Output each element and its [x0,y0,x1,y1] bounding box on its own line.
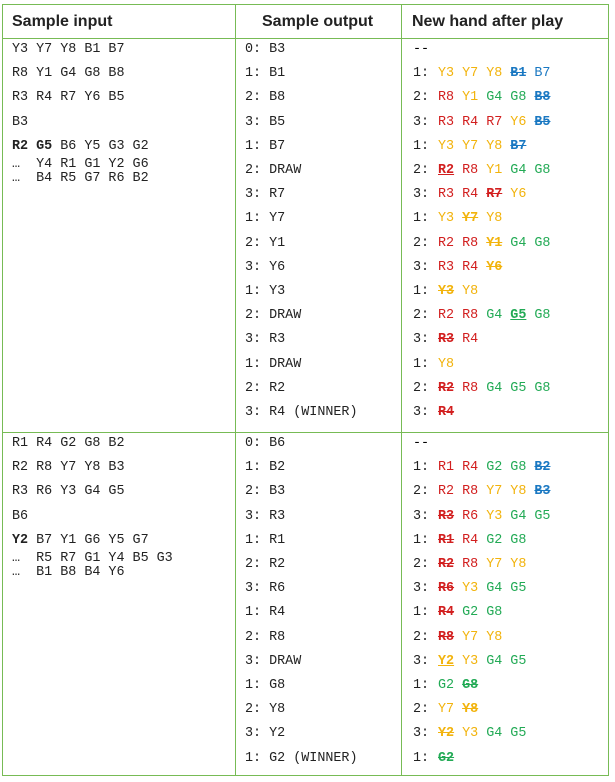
block-divider [3,432,608,433]
hand-card: R3 [438,187,455,203]
hand-card: Y8 [486,138,503,154]
header-divider [3,38,608,39]
hand-card: R4 [462,332,479,348]
hand-card: R2 [438,163,455,178]
hand-card: G4 [510,163,527,178]
empty-hand-marker: -- [413,42,430,57]
hand-card: Y8 [510,484,527,500]
hand-card: G2 [438,750,455,766]
hand-card: R8 [462,235,479,251]
hand-card: G5 [534,508,551,524]
empty-hand-marker: -- [413,436,430,451]
hand-card: G8 [534,235,551,251]
output-line: 2: B8 [245,90,286,106]
input-line: B3 [12,114,29,130]
hand-player-label: 1: [413,750,430,766]
input-line: R1 R4 G2 G8 B2 [12,436,125,451]
hand-card: R3 [438,114,455,130]
hand-card: R3 [438,508,455,524]
hand-card: G8 [534,380,551,396]
hand-card: R4 [462,460,479,476]
hand-card: Y8 [462,284,479,299]
sample-table [2,4,609,776]
header-sample-output: Sample output [262,13,374,30]
output-line: 0: B3 [245,42,286,57]
hand-card: Y7 [462,629,479,645]
hand-card: G5 [510,380,527,396]
hand-card: Y3 [438,284,455,299]
output-line: 3: DRAW [245,653,302,669]
hand-player-label: 1: [413,460,430,476]
hand-card: Y7 [462,211,479,227]
hand-player-label: 1: [413,605,430,621]
output-line: 2: R8 [245,629,286,645]
hand-card: Y3 [438,211,455,227]
hand-card: B7 [534,66,551,82]
hand-card: G5 [510,308,527,324]
hand-card: Y7 [462,66,479,82]
input-fragment: B7 Y1 G6 Y5 G7 [28,532,149,548]
output-line: 3: R4 (WINNER) [245,405,358,420]
hand-card: R8 [462,557,479,572]
output-line: 0: B6 [245,436,286,451]
hand-card: B7 [510,138,527,154]
hand-card: G2 [462,605,479,621]
hand-card: B1 [510,66,527,82]
hand-player-label: 2: [413,90,430,106]
hand-card: Y1 [486,163,503,178]
output-line: 3: R3 [245,508,286,524]
hand-card: Y8 [510,557,527,572]
hand-card: R8 [462,308,479,324]
hand-card: Y7 [486,557,503,572]
hand-card: Y1 [462,90,479,106]
output-line: 2: Y1 [245,235,286,251]
hand-player-label: 1: [413,211,430,227]
hand-card: Y8 [462,702,479,718]
output-line: 3: Y2 [245,726,286,742]
header-sample-input: Sample input [12,13,113,30]
hand-card: Y3 [462,726,479,742]
hand-player-label: 1: [413,356,430,372]
hand-player-label: 2: [413,629,430,645]
hand-card: G2 [438,678,455,693]
hand-card: B2 [534,460,551,476]
hand-card: G5 [510,581,527,597]
hand-card: R6 [438,581,455,597]
hand-card: G4 [486,90,503,106]
hand-player-label: 2: [413,235,430,251]
hand-card: R6 [462,508,479,524]
hand-card: R8 [438,90,455,106]
hand-card: R3 [438,259,455,275]
input-line: … B4 R5 G7 R6 B2 [12,170,149,186]
output-line: 1: DRAW [245,356,302,372]
column-divider-2 [401,5,402,775]
hand-player-label: 3: [413,726,430,742]
input-line [12,139,149,154]
output-line: 3: B5 [245,114,286,130]
output-line: 2: R2 [245,557,286,572]
input-fragment [28,139,36,154]
hand-card: G4 [486,380,503,396]
hand-player-label: 3: [413,581,430,597]
hand-card: R1 [438,460,455,476]
hand-card: G8 [486,605,503,621]
hand-card: Y7 [486,484,503,500]
hand-player-label: 3: [413,405,430,420]
hand-card: Y8 [486,211,503,227]
output-line: 1: Y7 [245,211,286,227]
output-line: 1: G2 (WINNER) [245,750,358,766]
input-line: Y3 Y7 Y8 B1 B7 [12,42,125,57]
hand-card: R2 [438,557,455,572]
input-line: … B1 B8 B4 Y6 [12,564,125,580]
hand-card: G4 [486,726,503,742]
output-line: 2: R2 [245,380,286,396]
hand-card: Y3 [462,653,479,669]
output-line: 3: R6 [245,581,286,597]
hand-card: G8 [534,308,551,324]
output-line: 3: Y6 [245,259,286,275]
output-line: 1: B2 [245,460,286,476]
hand-card: G5 [510,726,527,742]
hand-card: G4 [486,308,503,324]
hand-card: R4 [462,187,479,203]
output-line: 2: B3 [245,484,286,500]
hand-player-label: 2: [413,557,430,572]
hand-card: G2 [486,532,503,548]
hand-card: R8 [462,484,479,500]
hand-card: G2 [486,460,503,476]
hand-player-label: 3: [413,508,430,524]
output-line: 2: DRAW [245,308,302,324]
hand-card: R3 [438,332,455,348]
hand-player-label: 1: [413,678,430,693]
output-line: 1: Y3 [245,284,286,299]
hand-card: R4 [462,532,479,548]
input-fragment: G5 [36,138,53,154]
input-fragment: B6 Y5 G3 G2 [52,138,149,154]
hand-card: R2 [438,308,455,324]
hand-card: R4 [438,605,455,621]
hand-card: R7 [486,187,503,203]
hand-card: R8 [462,380,479,396]
input-line: … R5 R7 G1 Y4 B5 G3 [12,550,173,566]
hand-card: G5 [510,653,527,669]
header-new-hand: New hand after play [412,13,564,30]
input-line: R2 R8 Y7 Y8 B3 [12,460,125,476]
hand-card: R8 [438,629,455,645]
input-fragment: Y2 [12,532,29,548]
hand-card: G8 [510,460,527,476]
hand-card: Y3 [462,581,479,597]
hand-card: Y7 [462,138,479,154]
output-line: 1: B7 [245,138,286,154]
hand-card: R2 [438,484,455,500]
output-line: 1: G8 [245,678,286,693]
hand-card: G4 [486,653,503,669]
output-line: 2: DRAW [245,163,302,178]
hand-player-label: 3: [413,187,430,203]
hand-card: G8 [510,90,527,106]
hand-card: G4 [486,581,503,597]
hand-card: R4 [462,114,479,130]
hand-card: Y8 [486,66,503,82]
output-line: 1: B1 [245,66,286,82]
hand-card: Y6 [510,114,527,130]
input-line: … Y4 R1 G1 Y2 G6 [12,156,149,172]
hand-card: Y2 [438,726,455,742]
hand-player-label: 2: [413,163,430,178]
hand-card: R4 [438,405,455,420]
hand-player-label: 3: [413,653,430,669]
hand-card: G8 [534,163,551,178]
hand-card: Y6 [510,187,527,203]
hand-card: G8 [510,532,527,548]
hand-card: G8 [462,678,479,693]
hand-card: Y2 [438,653,455,669]
hand-card: R1 [438,532,455,548]
hand-player-label: 3: [413,259,430,275]
hand-card: Y7 [438,702,455,718]
hand-player-label: 3: [413,114,430,130]
hand-player-label: 2: [413,380,430,396]
hand-card: G4 [510,508,527,524]
input-line: B6 [12,508,29,524]
hand-card: R2 [438,235,455,251]
output-line: 1: R1 [245,532,286,548]
output-line: 1: R4 [245,605,286,621]
hand-card: R4 [462,259,479,275]
output-line: 3: R7 [245,187,286,203]
hand-card: Y3 [438,66,455,82]
hand-card: R7 [486,114,503,130]
output-line: 2: Y8 [245,702,286,718]
input-line: R8 Y1 G4 G8 B8 [12,66,125,82]
hand-card: R2 [438,380,455,396]
hand-card: Y8 [486,629,503,645]
hand-card: R8 [462,163,479,178]
hand-player-label: 3: [413,332,430,348]
hand-player-label: 2: [413,484,430,500]
hand-card: Y8 [438,356,455,372]
hand-player-label: 1: [413,284,430,299]
output-line: 3: R3 [245,332,286,348]
column-divider-1 [235,5,236,775]
hand-card: Y6 [486,259,503,275]
input-line: R3 R6 Y3 G4 G5 [12,484,125,500]
input-line [12,533,149,548]
hand-card: Y3 [486,508,503,524]
hand-card: Y1 [486,235,503,251]
input-fragment: R2 [12,138,29,154]
hand-player-label: 2: [413,308,430,324]
hand-player-label: 1: [413,66,430,82]
hand-card: B3 [534,484,551,500]
hand-card: Y3 [438,138,455,154]
hand-card: G4 [510,235,527,251]
input-line: R3 R4 R7 Y6 B5 [12,90,125,106]
hand-card: B5 [534,114,551,130]
hand-card: B8 [534,90,551,106]
hand-player-label: 1: [413,138,430,154]
hand-player-label: 2: [413,702,430,718]
hand-player-label: 1: [413,532,430,548]
